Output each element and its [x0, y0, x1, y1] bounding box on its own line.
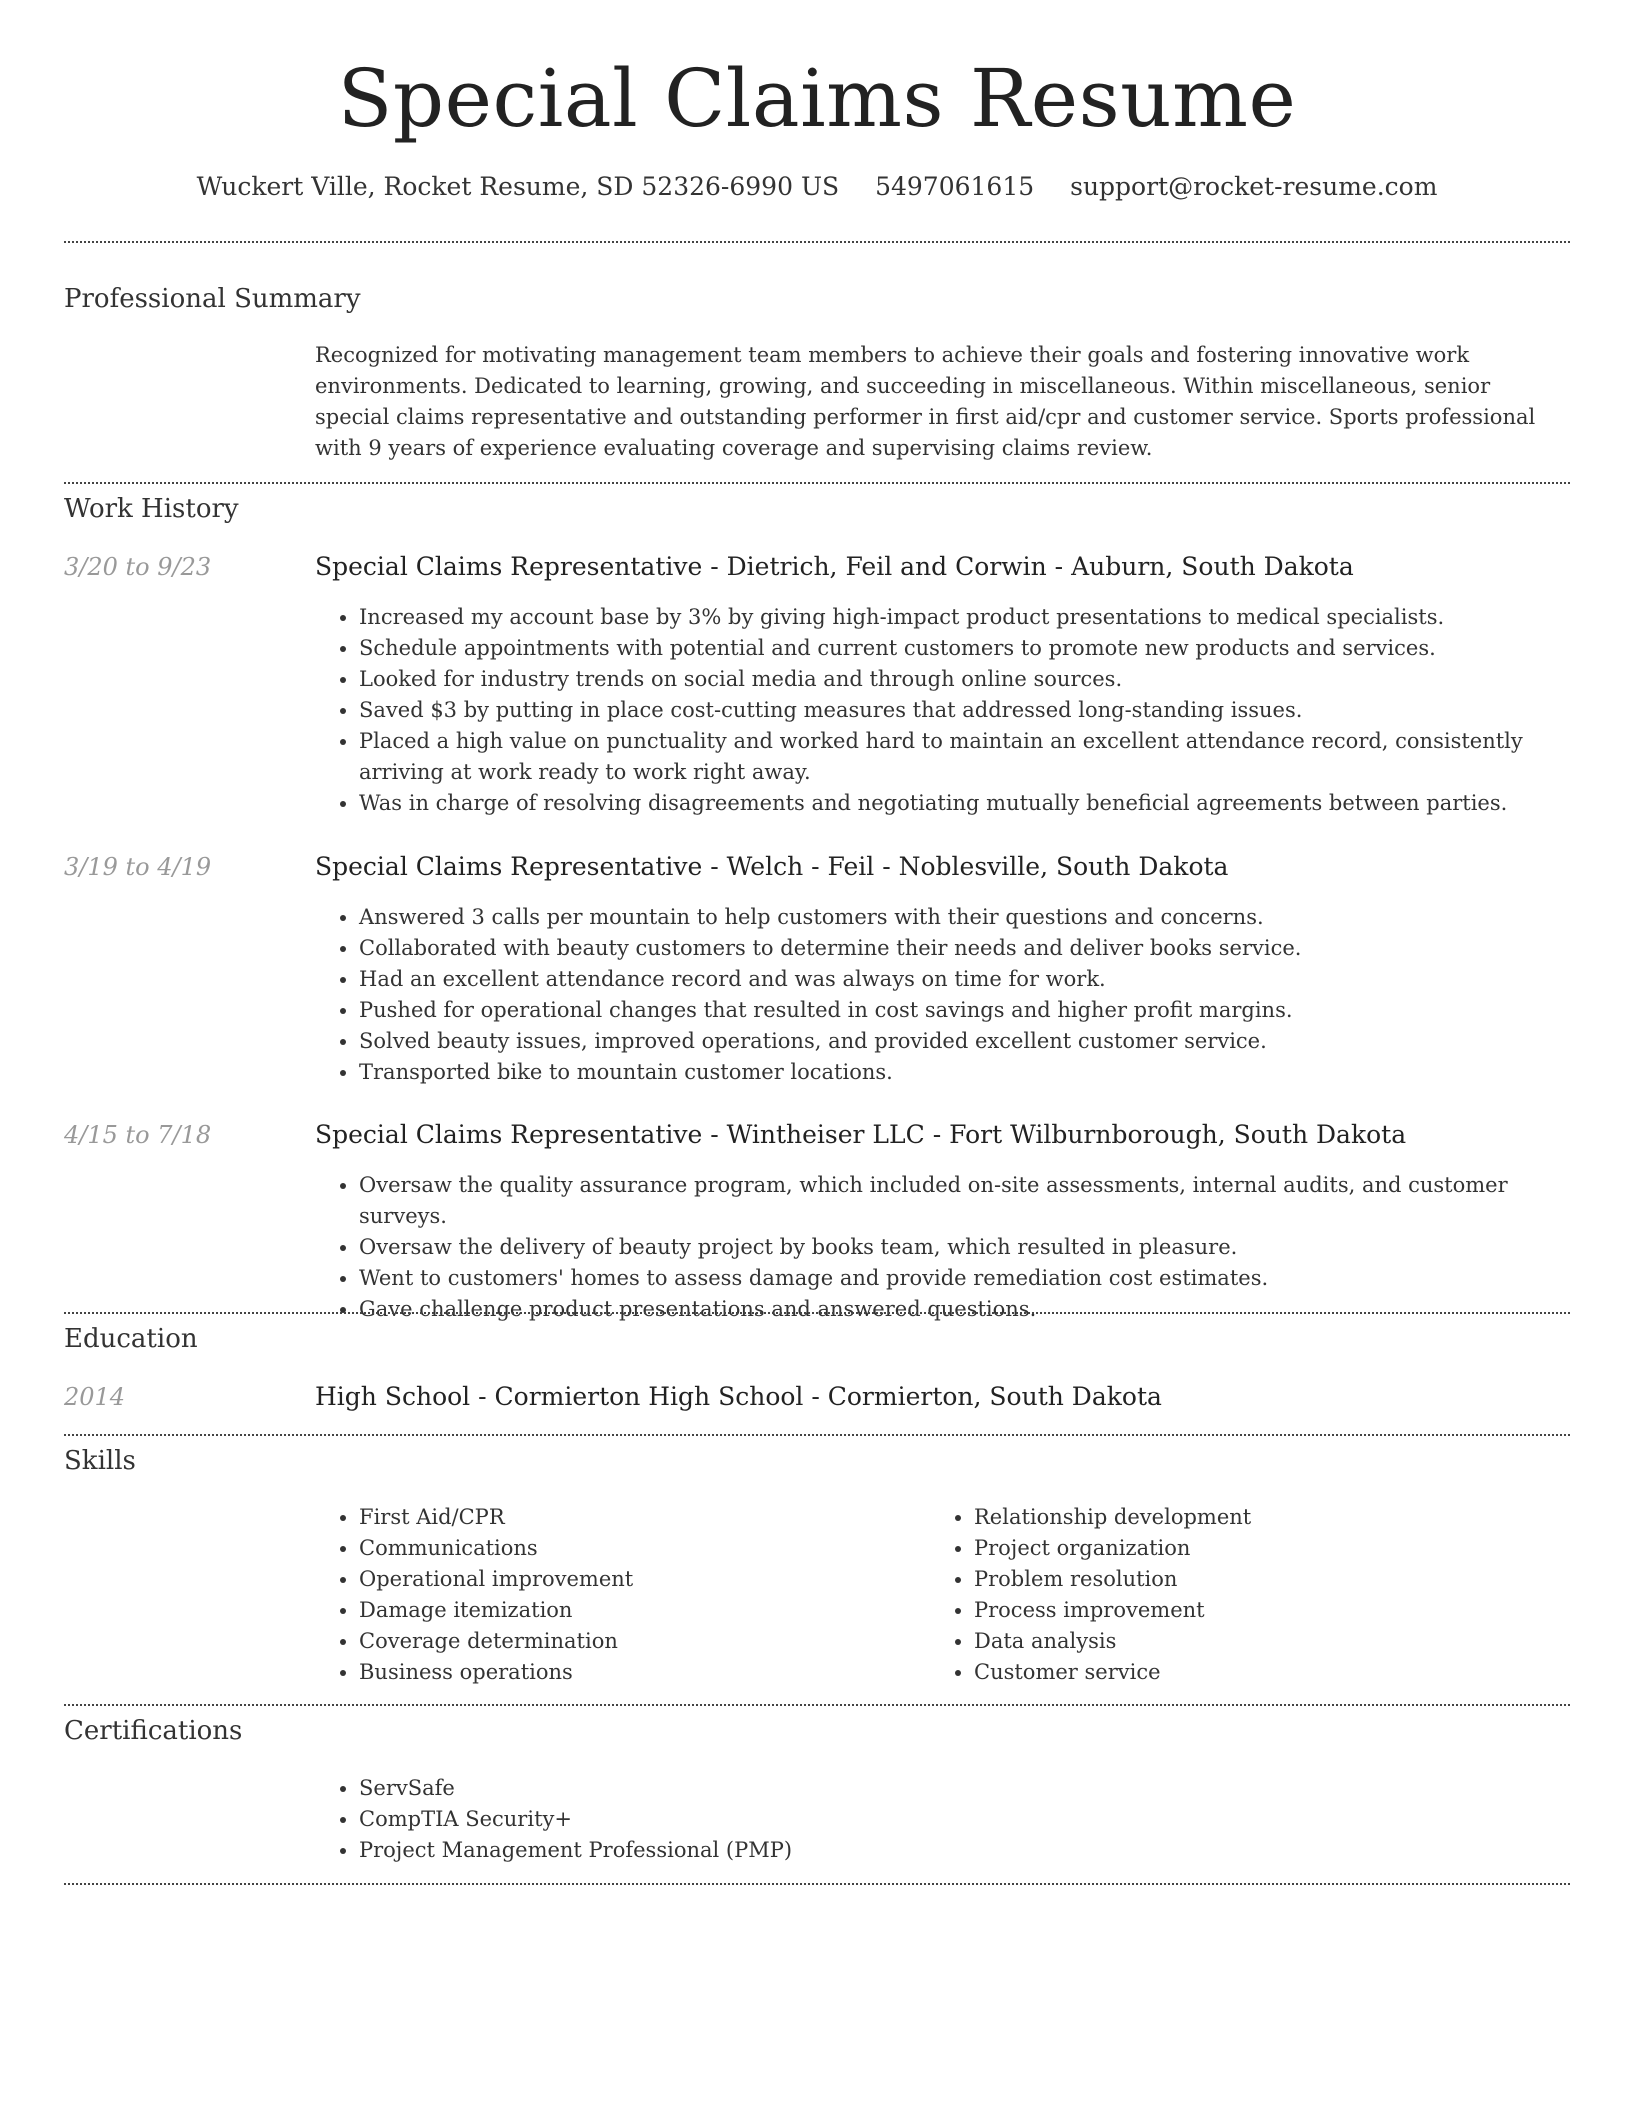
job-duty: • Oversaw the quality assurance program, which included on-site assessments, internal audits, and customer surveys.: [359, 1170, 1570, 1232]
skill-item: • First Aid/CPR: [359, 1502, 633, 1533]
job-title: Special Claims Representative - Welch - Feil - Noblesville, South Dakota: [315, 852, 1229, 881]
certification-item: • Project Management Professional (PMP): [359, 1835, 792, 1866]
job-duty: • Transported bike to mountain customer locations.: [359, 1057, 1570, 1088]
certifications-heading: Certifications: [64, 1716, 243, 1746]
job-duty: • Answered 3 calls per mountain to help customers with their questions and concerns.: [359, 902, 1570, 933]
summary-heading: Professional Summary: [64, 284, 361, 314]
contact-phone: 5497061615: [875, 172, 1035, 201]
job-duties-list: [315, 902, 1570, 1088]
skills-list-right: [930, 1502, 1251, 1688]
section-divider: [64, 1312, 1570, 1314]
skill-item: • Project organization: [974, 1533, 1251, 1564]
job-duty: • Collaborated with beauty customers to determine their needs and deliver books service.: [359, 933, 1570, 964]
contact-address: Wuckert Ville, Rocket Resume, SD 52326-6990 US: [196, 172, 840, 201]
job-duty: • Pushed for operational changes that resulted in cost savings and higher profit margins.: [359, 995, 1570, 1026]
job-duty: • Schedule appointments with potential and current customers to promote new products and services.: [359, 633, 1570, 664]
job-duty: • Looked for industry trends on social media and through online sources.: [359, 664, 1570, 695]
contact-line: [64, 172, 1570, 201]
summary-text: Recognized for motivating management team members to achieve their goals and fostering innovative work environments. Dedicated to learning, growing, and succeeding in miscellaneous. Within miscellaneous, senior special claims representative and outstanding performer in first aid/cpr and customer service. Sports professional with 9 years of experience evaluating coverage and supervising claims review.: [315, 343, 1536, 460]
job-date: 3/19 to 4/19: [64, 853, 212, 881]
skill-item: • Relationship development: [974, 1502, 1251, 1533]
work-history-heading: Work History: [64, 494, 239, 524]
job-duty: • Was in charge of resolving disagreements and negotiating mutually beneficial agreements between parties.: [359, 788, 1570, 819]
job-title: Special Claims Representative - Wintheiser LLC - Fort Wilburnborough, South Dakota: [315, 1120, 1407, 1149]
job-duty: • Went to customers' homes to assess damage and provide remediation cost estimates.: [359, 1263, 1570, 1294]
job-duties-list: [315, 602, 1570, 819]
job-date: 4/15 to 7/18: [64, 1121, 212, 1149]
education-date: 2014: [64, 1383, 126, 1411]
job-duty: • Had an excellent attendance record and was always on time for work.: [359, 964, 1570, 995]
skills-list-left: [315, 1502, 633, 1688]
job-duty: • Solved beauty issues, improved operations, and provided excellent customer service.: [359, 1026, 1570, 1057]
section-divider: [64, 1883, 1570, 1885]
certification-item: • ServSafe: [359, 1773, 792, 1804]
job-duty: • Placed a high value on punctuality and worked hard to maintain an excellent attendance record, consistently arriving at work ready to work right away.: [359, 726, 1570, 788]
section-divider: [64, 241, 1570, 243]
job-duty: • Oversaw the delivery of beauty project by books team, which resulted in pleasure.: [359, 1232, 1570, 1263]
job-title: Special Claims Representative - Dietrich, Feil and Corwin - Auburn, South Dakota: [315, 552, 1354, 581]
skill-item: • Communications: [359, 1533, 633, 1564]
job-date: 3/20 to 9/23: [64, 553, 212, 581]
skill-item: • Operational improvement: [359, 1564, 633, 1595]
skill-item: • Coverage determination: [359, 1626, 633, 1657]
resume-title: Special Claims Resume: [337, 52, 1297, 145]
education-heading: Education: [64, 1324, 198, 1354]
skill-item: • Customer service: [974, 1657, 1251, 1688]
certifications-list: [315, 1773, 792, 1866]
section-divider: [64, 1434, 1570, 1436]
skill-item: • Data analysis: [974, 1626, 1251, 1657]
job-duty: • Gave challenge product presentations and answered questions.: [359, 1294, 1570, 1325]
skill-item: • Damage itemization: [359, 1595, 633, 1626]
contact-email: support@rocket-resume.com: [1070, 172, 1438, 201]
job-duty: • Increased my account base by 3% by giving high-impact product presentations to medical specialists.: [359, 602, 1570, 633]
skill-item: • Business operations: [359, 1657, 633, 1688]
certification-item: • CompTIA Security+: [359, 1804, 792, 1835]
skill-item: • Problem resolution: [974, 1564, 1251, 1595]
section-divider: [64, 1704, 1570, 1706]
education-entry: High School - Cormierton High School - Cormierton, South Dakota: [315, 1382, 1162, 1411]
skills-heading: Skills: [64, 1446, 136, 1476]
job-duty: • Saved $3 by putting in place cost-cutting measures that addressed long-standing issues.: [359, 695, 1570, 726]
section-divider: [64, 482, 1570, 484]
job-duties-list: [315, 1170, 1570, 1325]
skill-item: • Process improvement: [974, 1595, 1251, 1626]
